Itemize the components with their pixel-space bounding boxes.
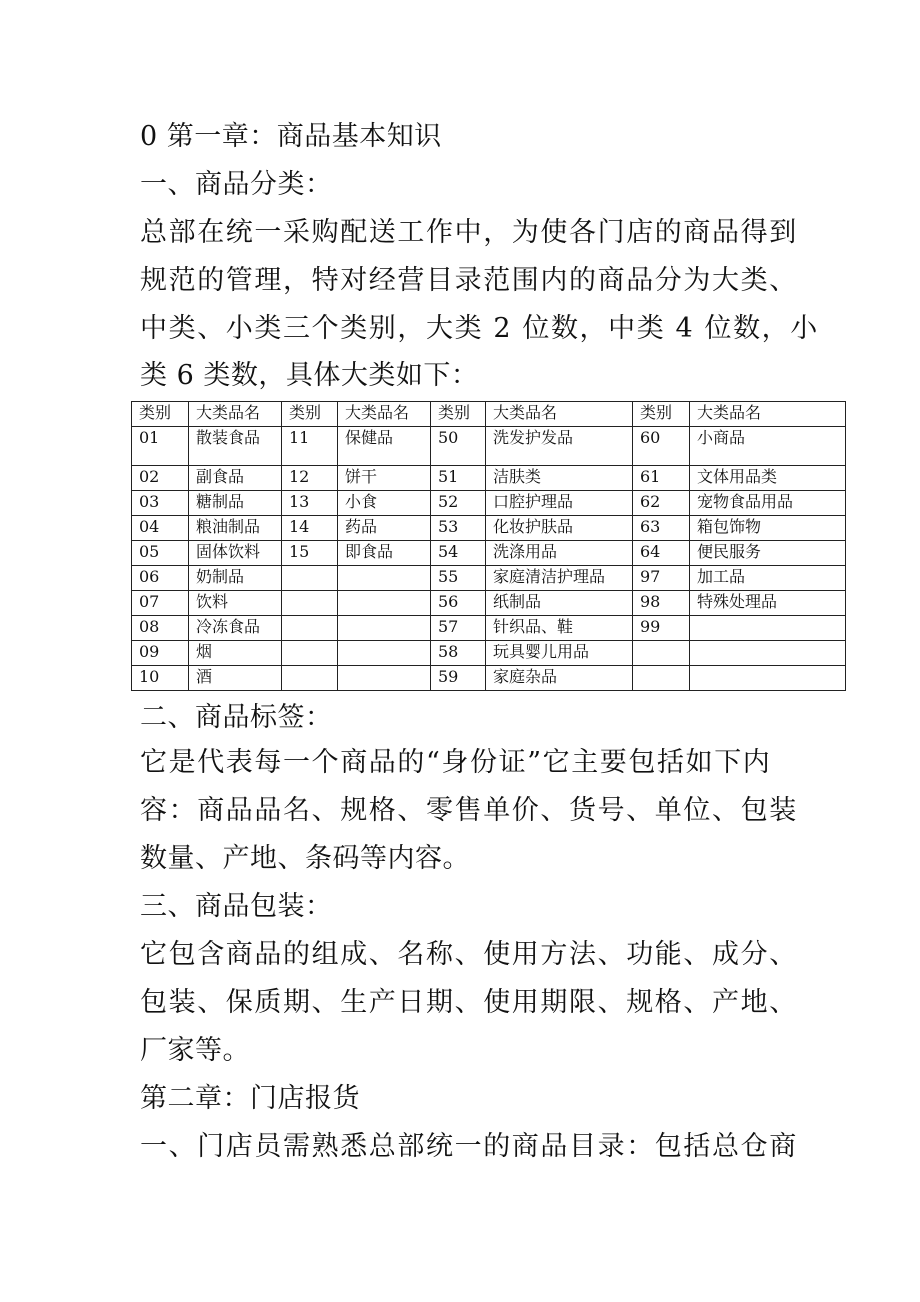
- table-row: [132, 616, 846, 641]
- table-cell: 洁肤类: [486, 466, 633, 491]
- table-cell: 58: [431, 641, 486, 666]
- table-cell: 特殊处理品: [690, 591, 846, 616]
- table-cell: 50: [431, 427, 486, 466]
- paragraph-line: 总部在统一采购配送工作中，为使各门店的商品得到: [140, 217, 798, 248]
- table-cell: 15: [282, 541, 338, 566]
- table-cell: 04: [132, 516, 189, 541]
- table-cell: 14: [282, 516, 338, 541]
- table-cell: 洗发护发品: [486, 427, 633, 466]
- paragraph-line: 中类、小类三个类别，大类 2 位数，中类 4 位数，小: [140, 313, 819, 344]
- table-cell: 针织品、鞋: [486, 616, 633, 641]
- table-row: [132, 566, 846, 591]
- table-cell: 60: [633, 427, 690, 466]
- chapter-1-heading: 0 第一章：商品基本知识: [140, 121, 442, 152]
- table-cell: 01: [132, 427, 189, 466]
- table-cell: 口腔护理品: [486, 491, 633, 516]
- table-cell: 副食品: [189, 466, 282, 491]
- table-cell: 便民服务: [690, 541, 846, 566]
- table-cell: 粮油制品: [189, 516, 282, 541]
- header-cell: 大类品名: [486, 402, 633, 427]
- table-cell: 12: [282, 466, 338, 491]
- table-cell: 加工品: [690, 566, 846, 591]
- table-row: [132, 516, 846, 541]
- table-cell: 固体饮料: [189, 541, 282, 566]
- table-cell: 98: [633, 591, 690, 616]
- table-cell: [282, 566, 338, 591]
- table-cell: 洗涤用品: [486, 541, 633, 566]
- table-cell: 52: [431, 491, 486, 516]
- table-cell: 02: [132, 466, 189, 491]
- table-cell: 09: [132, 641, 189, 666]
- table-cell: 药品: [338, 516, 431, 541]
- table-cell: 酒: [189, 666, 282, 691]
- paragraph-line: 规范的管理，特对经营目录范围内的商品分为大类、: [140, 265, 798, 296]
- table-cell: 99: [633, 616, 690, 641]
- table-cell: [282, 616, 338, 641]
- table-cell: 箱包饰物: [690, 516, 846, 541]
- table-cell: 散装食品: [189, 427, 282, 466]
- table-cell: 即食品: [338, 541, 431, 566]
- table-cell: 59: [431, 666, 486, 691]
- table-cell: 62: [633, 491, 690, 516]
- table-cell: 小商品: [690, 427, 846, 466]
- table-row: [132, 491, 846, 516]
- paragraph-line: 容：商品品名、规格、零售单价、货号、单位、包装: [140, 795, 798, 826]
- table-cell: 55: [431, 566, 486, 591]
- table-cell: 宠物食品用品: [690, 491, 846, 516]
- table-cell: 64: [633, 541, 690, 566]
- table-cell: 纸制品: [486, 591, 633, 616]
- header-cell: 类别: [633, 402, 690, 427]
- paragraph-line: 包装、保质期、生产日期、使用期限、规格、产地、: [140, 987, 798, 1018]
- table-cell: 小食: [338, 491, 431, 516]
- category-table: [131, 401, 846, 691]
- table-cell: 化妆护肤品: [486, 516, 633, 541]
- table-cell: 奶制品: [189, 566, 282, 591]
- table-cell: [338, 591, 431, 616]
- table-cell: [282, 666, 338, 691]
- paragraph-line: 一、门店员需熟悉总部统一的商品目录：包括总仓商: [140, 1131, 798, 1162]
- table-cell: [690, 666, 846, 691]
- table-cell: 13: [282, 491, 338, 516]
- table-header-row: [132, 402, 846, 427]
- header-cell: 类别: [282, 402, 338, 427]
- table-cell: [338, 566, 431, 591]
- table-cell: 饼干: [338, 466, 431, 491]
- header-cell: 类别: [132, 402, 189, 427]
- table-cell: [633, 666, 690, 691]
- table-cell: 51: [431, 466, 486, 491]
- paragraph-line: 它是代表每一个商品的“身份证”它主要包括如下内: [140, 747, 772, 778]
- table-cell: [282, 591, 338, 616]
- section-packaging-heading: 三、商品包装：: [140, 891, 333, 922]
- paragraph-line: 类 6 类数，具体大类如下：: [140, 360, 479, 391]
- section-classification-heading: 一、商品分类：: [140, 169, 333, 200]
- table-cell: 10: [132, 666, 189, 691]
- table-cell: 61: [633, 466, 690, 491]
- table-row: [132, 466, 846, 491]
- table-cell: 63: [633, 516, 690, 541]
- table-cell: 保健品: [338, 427, 431, 466]
- table-cell: [338, 641, 431, 666]
- table-cell: 03: [132, 491, 189, 516]
- table-cell: 57: [431, 616, 486, 641]
- table-cell: [690, 616, 846, 641]
- paragraph-line: 厂家等。: [140, 1035, 250, 1066]
- table-row: [132, 541, 846, 566]
- table-cell: 文体用品类: [690, 466, 846, 491]
- table-cell: [338, 666, 431, 691]
- header-cell: 大类品名: [189, 402, 282, 427]
- table-cell: 饮料: [189, 591, 282, 616]
- table-cell: 玩具婴儿用品: [486, 641, 633, 666]
- header-cell: 类别: [431, 402, 486, 427]
- table-cell: 07: [132, 591, 189, 616]
- table-cell: 家庭杂品: [486, 666, 633, 691]
- table-cell: 11: [282, 427, 338, 466]
- table-cell: 53: [431, 516, 486, 541]
- header-cell: 大类品名: [338, 402, 431, 427]
- table-cell: 97: [633, 566, 690, 591]
- table-cell: 54: [431, 541, 486, 566]
- table-row: [132, 591, 846, 616]
- paragraph-line: 数量、产地、条码等内容。: [140, 843, 470, 874]
- table-cell: 05: [132, 541, 189, 566]
- paragraph-line: 它包含商品的组成、名称、使用方法、功能、成分、: [140, 939, 798, 970]
- table-cell: 冷冻食品: [189, 616, 282, 641]
- table-row: [132, 666, 846, 691]
- table-cell: 烟: [189, 641, 282, 666]
- chapter-2-heading: 第二章：门店报货: [140, 1083, 360, 1114]
- table-cell: 08: [132, 616, 189, 641]
- section-label-heading: 二、商品标签：: [140, 702, 333, 733]
- table-cell: [338, 616, 431, 641]
- table-cell: 06: [132, 566, 189, 591]
- table-cell: [633, 641, 690, 666]
- table-row: [132, 427, 846, 466]
- table-cell: 家庭清洁护理品: [486, 566, 633, 591]
- table-row: [132, 641, 846, 666]
- table-cell: 糖制品: [189, 491, 282, 516]
- table-cell: [690, 641, 846, 666]
- table-cell: [282, 641, 338, 666]
- table-cell: 56: [431, 591, 486, 616]
- header-cell: 大类品名: [690, 402, 846, 427]
